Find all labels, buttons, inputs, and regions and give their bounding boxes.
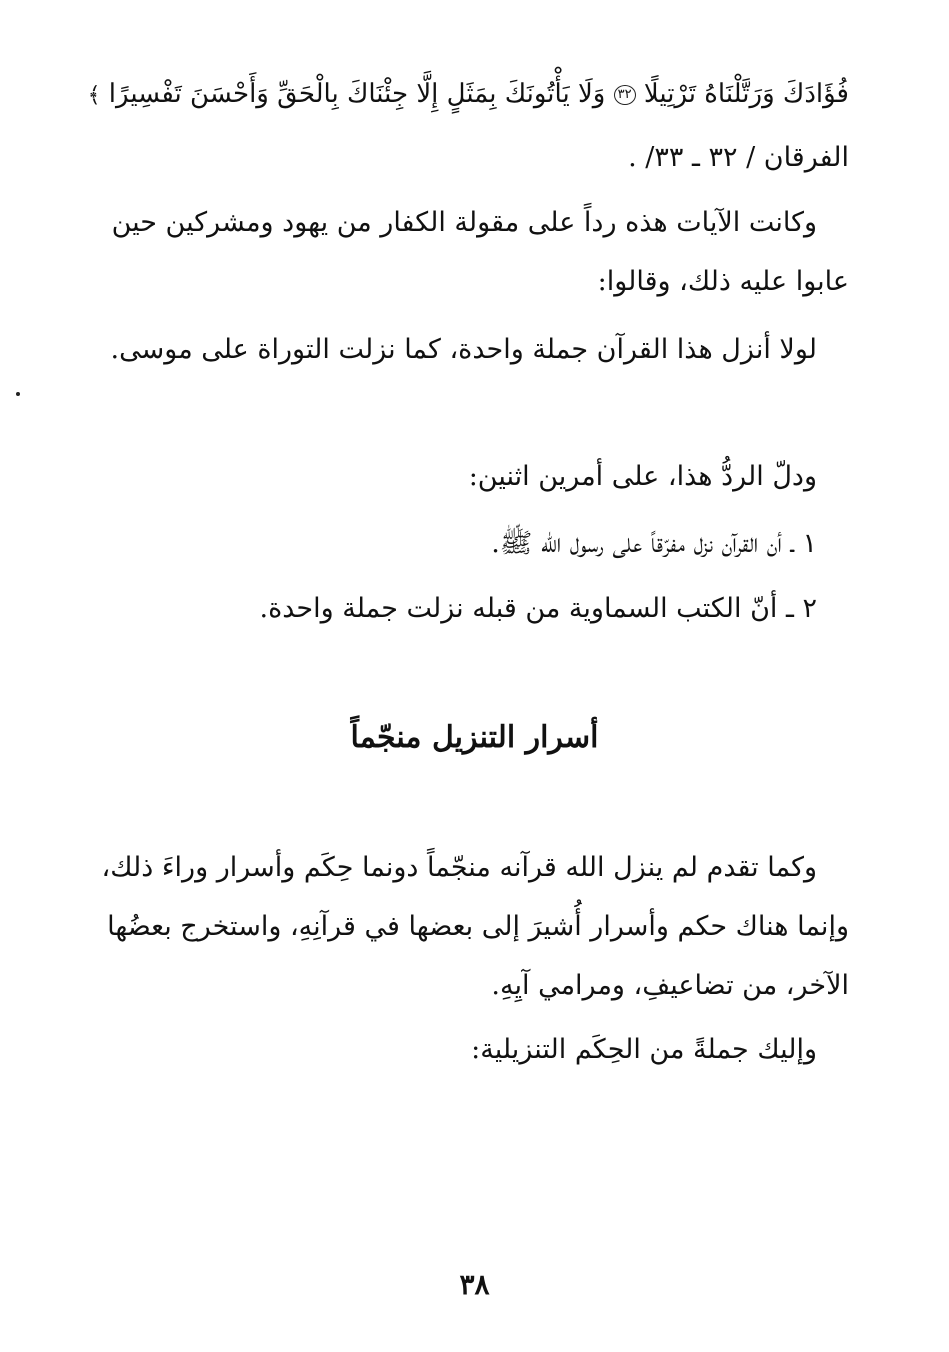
scan-speck [16,392,20,396]
verse-closing-bracket: ﴾ [87,83,101,108]
list-item: ٢ ـ أنّ الكتب السماوية من قبله نزلت جملة واحدة. [259,593,817,624]
paragraph-4-line-1: وكما تقدم لم ينزل الله قرآنه منجّماً دونما حِكَم وأسرار وراءَ ذلك، [101,852,817,883]
paragraph-4-line-2: وإنما هناك حكم وأسرار أُشيرَ إلى بعضها في قرآنِهِ، واستخرج بعضُها [107,911,849,942]
quran-verse [88,74,849,116]
section-heading: أسرار التنزيل منجّماً [350,720,599,755]
paragraph-5: وإليك جملةً من الحِكَم التنزيلية: [471,1034,817,1065]
verse-text-after-number: وَلَا يَأْتُونَكَ بِمَثَلٍ إِلَّا جِئْنَاكَ بِالْحَقِّ وَأَحْسَنَ تَفْسِيرًا [108,79,606,109]
verse-number-marker: ٣٢ [614,85,636,105]
paragraph-1-line-2: عابوا عليه ذلك، وقالوا: [597,266,849,297]
paragraph-3: ودلّ الردُّ هذا، على أمرين اثنين: [468,461,817,492]
paragraph-1-line-1: وكانت الآيات هذه رداً على مقولة الكفار من يهود ومشركين حين [111,207,817,238]
paragraph-2: لولا أنزل هذا القرآن جملة واحدة، كما نزلت التوراة على موسى. [110,334,817,365]
list-item: ١ ـ أن القرآن نزل مفرّقاً على رسول الله ﷺ. [491,528,817,559]
paragraph-4-line-3: الآخر، من تضاعيفِ، ومرامي آيِهِ. [491,970,849,1001]
verse-text-before-number: فُؤَادَكَ وَرَتَّلْنَاهُ تَرْتِيلًا [643,79,849,109]
page-number: ٣٨ [459,1268,490,1301]
verse-reference: الفرقان / ٣٢ ـ ٣٣/ . [628,142,849,173]
